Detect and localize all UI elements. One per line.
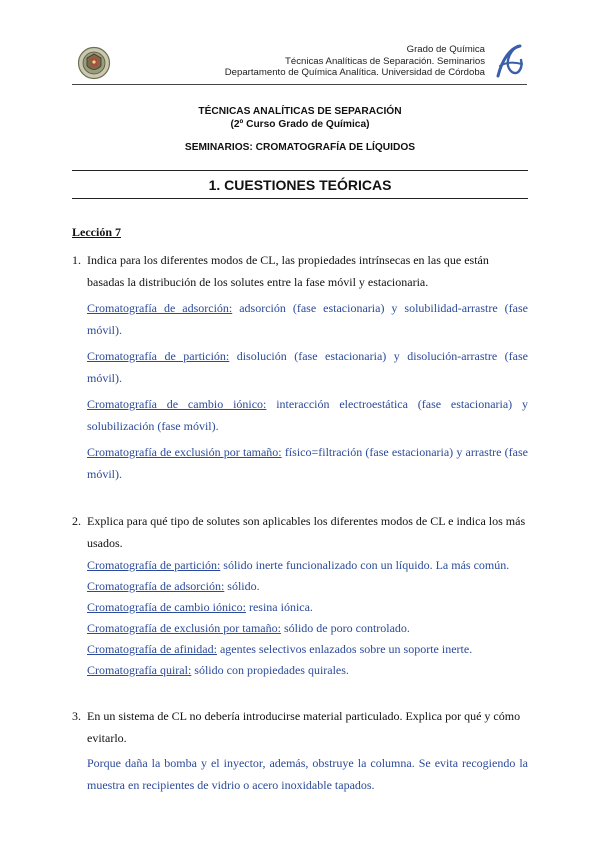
answer-text: sólido. [224,578,260,593]
answer-text: resina iónica. [245,599,313,614]
header-divider [72,84,527,85]
university-seal-icon [77,46,111,80]
answer-item [72,393,528,438]
answer-term: Cromatografía de adsorción: [87,578,225,593]
header-line-course: Técnicas Analíticas de Separación. Seminarios [285,55,485,67]
answer-text: adsorción (fase estacionaria) y solubilidad-arrastre (fase móvil). [87,300,528,337]
title-line-1: TÉCNICAS ANALÍTICAS DE SEPARACIÓN [198,106,402,117]
lesson-heading: Lección 7 [72,225,121,239]
answer-text: Porque daña la bomba y el inyector, además, obstruye la columna. Se evita recogiendo la muestra en recipientes de vidrio o acero inoxidable tapados. [87,755,528,792]
answer-text: físico=filtración (fase estacionaria) y arrastre (fase móvil). [87,444,528,481]
question-2 [72,510,528,555]
section-rule-top [72,170,528,171]
answer-term: Cromatografía de afinidad: [87,641,217,656]
answer-term: Cromatografía de adsorción: [87,300,233,315]
answer-item [72,576,528,597]
answer-text: agentes selectivos enlazados sobre un soporte inerte. [216,641,473,656]
answer-item [72,618,528,639]
answer-term: Cromatografía de cambio iónico: [87,396,267,411]
question-text: Indica para los diferentes modos de CL, las propiedades intrínsecas en las que están basadas la distribución de los solutes entre la fase móvil y estacionaria. [87,252,489,289]
question-number: 1. [72,252,81,267]
answer-item [72,555,528,576]
answer-term: Cromatografía de cambio iónico: [87,599,246,614]
section-rule-bottom [72,198,528,199]
answer-term: Cromatografía de partición: [87,348,230,363]
document-title [0,106,600,131]
answer-term: Cromatografía quiral: [87,662,192,677]
answer-item [72,597,528,618]
answer-text: disolución (fase estacionaria) y disolución-arrastre (fase móvil). [87,348,528,385]
answer-item [72,639,528,660]
question-number: 2. [72,513,81,528]
answer-term: Cromatografía de exclusión por tamaño: [87,444,282,459]
header-line-program: Grado de Química [406,44,485,55]
question-number: 3. [72,708,81,723]
answer-item [72,660,528,681]
section-title: 1. CUESTIONES TEÓRICAS [208,177,392,193]
answer-item [72,297,528,342]
question-1 [72,249,528,294]
answer-text: interacción electroestática (fase estacionaria) y solubilización (fase móvil). [87,396,528,433]
question-text: Explica para qué tipo de solutes son aplicables los diferentes modos de CL e indica los más usados. [87,513,526,550]
answer-text: sólido inerte funcionalizado con un líquido. La más común. [220,557,510,572]
header-line-department: Departamento de Química Analítica. Universidad de Córdoba [224,67,485,78]
answer-item [72,345,528,390]
title-line-2: (2º Curso Grado de Química) [230,118,370,130]
answer-item [72,441,528,486]
seminar-title: SEMINARIOS: CROMATOGRAFÍA DE LÍQUIDOS [184,142,416,153]
answer-term: Cromatografía de exclusión por tamaño: [87,620,281,635]
header-text [225,44,485,79]
document-body [72,221,528,797]
answer-term: Cromatografía de partición: [87,557,221,572]
department-logo-icon [492,42,526,82]
answer-text: sólido de poro controlado. [280,620,410,635]
answer-text: sólido con propiedades quirales. [191,662,349,677]
question-3 [72,705,528,750]
question-text: En un sistema de CL no debería introducirse material particulado. Explica por qué y cómo evitarlo. [87,708,521,745]
page-header [0,0,600,90]
